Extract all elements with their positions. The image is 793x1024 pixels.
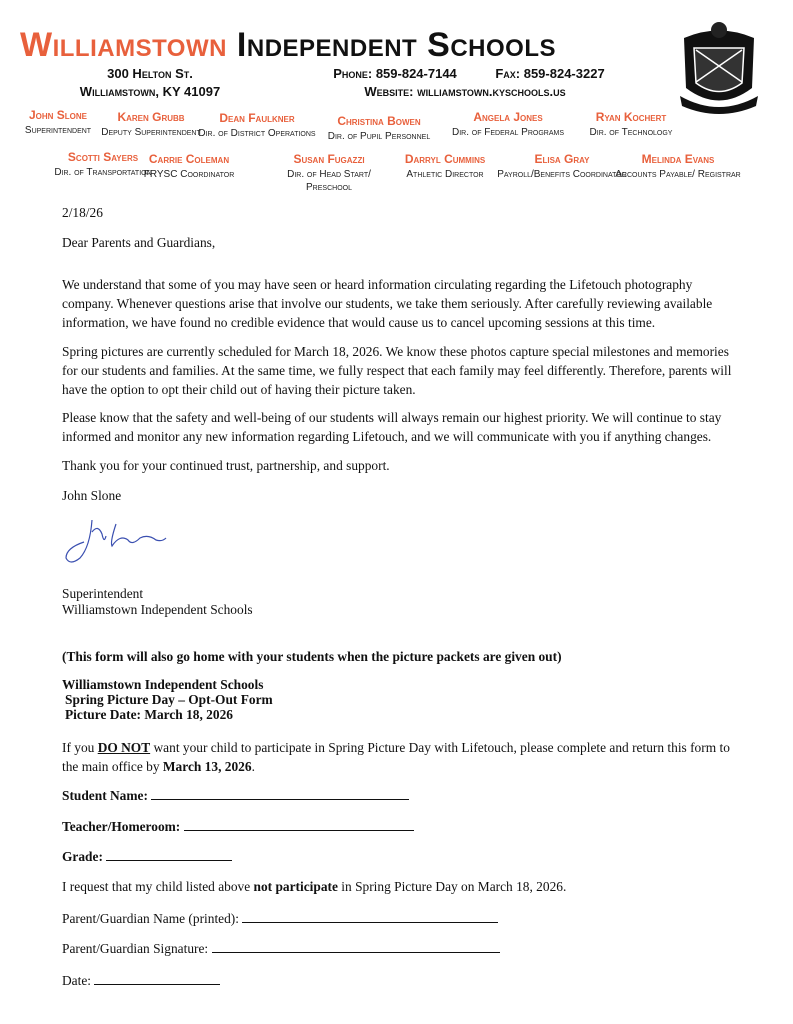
staff-name: Elisa Gray <box>534 152 590 166</box>
parent-signature-line[interactable] <box>212 941 500 953</box>
paragraph-1: We understand that some of you may have seen or heard information circulating regarding the Lifetouch photography company. Whenever questions arise that involve our students, we take them seriously. After carefully reviewing available information, we have found no credible evidence that would cause us to cancel upcoming sessions at this time. <box>62 277 713 330</box>
paragraph-2: Spring pictures are currently scheduled for March 18, 2026. We know these photos capture special milestones and memories for our students and families. At the same time, we fully respect that each family may feel differently. Therefore, parents will have the option to opt their child out of having their picture taken. <box>62 344 732 397</box>
signer-title: Superintendent <box>62 586 144 601</box>
staff-name: Melinda Evans <box>641 152 715 166</box>
teacher-field[interactable]: Teacher/Homeroom: <box>62 817 414 836</box>
paragraph-3: Please know that the safety and well-being of our students will always remain our highest priority. We will continue to stay informed and monitor any new information regarding Lifetouch, and we will communicate with you if anything changes. <box>62 410 722 444</box>
staff-name: Scotti Sayers <box>67 150 139 164</box>
handwritten-signature <box>62 512 172 568</box>
form-note: (This form will also go home with your students when the picture packets are given out) <box>62 649 562 664</box>
staff-name: Christina Bowen <box>337 114 421 128</box>
staff-member <box>192 111 322 140</box>
staff-member <box>566 110 696 139</box>
staff-role: Dir. of Pupil Personnel <box>327 131 431 142</box>
parent-name-field[interactable]: Parent/Guardian Name (printed): <box>62 909 498 928</box>
school-title: Williamstown Independent Schools <box>20 26 557 64</box>
student-name-line[interactable] <box>151 788 409 800</box>
city-address: Williamstown, KY 41097 <box>79 84 221 99</box>
staff-name: Dean Faulkner <box>219 111 295 125</box>
phone: Phone: 859-824-7144 <box>333 66 457 81</box>
staff-member <box>497 152 627 181</box>
form-instructions: If you DO NOT want your child to participate in Spring Picture Day with Lifetouch, please complete and return this form to the main office by March 13, 2026. <box>62 740 730 774</box>
staff-role: Deputy Superintendent <box>101 127 201 138</box>
staff-role: Accounts Payable/ Registrar <box>615 169 741 180</box>
staff-member <box>443 110 573 139</box>
parent-name-line[interactable] <box>242 911 498 923</box>
date-field[interactable]: Date: <box>62 971 220 990</box>
staff-name: John Slone <box>28 108 87 122</box>
school-crest-logo <box>676 18 762 118</box>
staff-role: Athletic Director <box>406 169 484 180</box>
grade-line[interactable] <box>106 849 232 861</box>
teacher-line[interactable] <box>184 819 414 831</box>
signer-org: Williamstown Independent Schools <box>62 602 253 617</box>
letter-date: 2/18/26 <box>62 205 103 220</box>
staff-role: Dir. of District Operations <box>198 128 316 139</box>
website[interactable]: Website: williamstown.kyschools.us <box>364 84 566 99</box>
staff-name: Carrie Coleman <box>148 152 230 166</box>
staff-role: Dir. of Head Start/ Preschool <box>287 169 371 193</box>
request-statement: I request that my child listed above not participate in Spring Picture Day on March 18, 2026. <box>62 879 567 894</box>
staff-member <box>314 114 444 143</box>
staff-name: Ryan Kochert <box>595 110 667 124</box>
staff-name: Susan Fugazzi <box>293 152 365 166</box>
staff-member <box>613 152 743 181</box>
street-address: 300 Helton St. <box>107 66 193 81</box>
staff-member <box>380 152 510 181</box>
staff-role: Dir. of Transportation <box>54 167 152 178</box>
greeting: Dear Parents and Guardians, <box>62 235 216 250</box>
staff-name: Angela Jones <box>473 110 543 124</box>
parent-signature-field[interactable]: Parent/Guardian Signature: <box>62 939 500 958</box>
staff-member <box>124 152 254 181</box>
date-line[interactable] <box>94 973 220 985</box>
student-name-field[interactable]: Student Name: <box>62 786 409 805</box>
form-title: Williamstown Independent Schools Spring Picture Day – Opt-Out Form Picture Date: March 18, 2026 <box>62 677 273 722</box>
staff-role: Dir. of Technology <box>589 127 673 138</box>
staff-role: FRYSC Coordinator <box>143 169 235 180</box>
staff-name: Karen Grubb <box>117 110 185 124</box>
grade-field[interactable]: Grade: <box>62 847 232 866</box>
signer-name: John Slone <box>62 488 122 503</box>
staff-member <box>264 152 394 194</box>
fax: Fax: 859-824-3227 <box>495 66 605 81</box>
staff-role: Payroll/Benefits Coordinator <box>497 169 627 180</box>
staff-role: Superintendent <box>24 125 92 136</box>
staff-role: Dir. of Federal Programs <box>451 127 564 138</box>
staff-name: Darryl Cummins <box>404 152 486 166</box>
paragraph-4: Thank you for your continued trust, partnership, and support. <box>62 458 390 473</box>
